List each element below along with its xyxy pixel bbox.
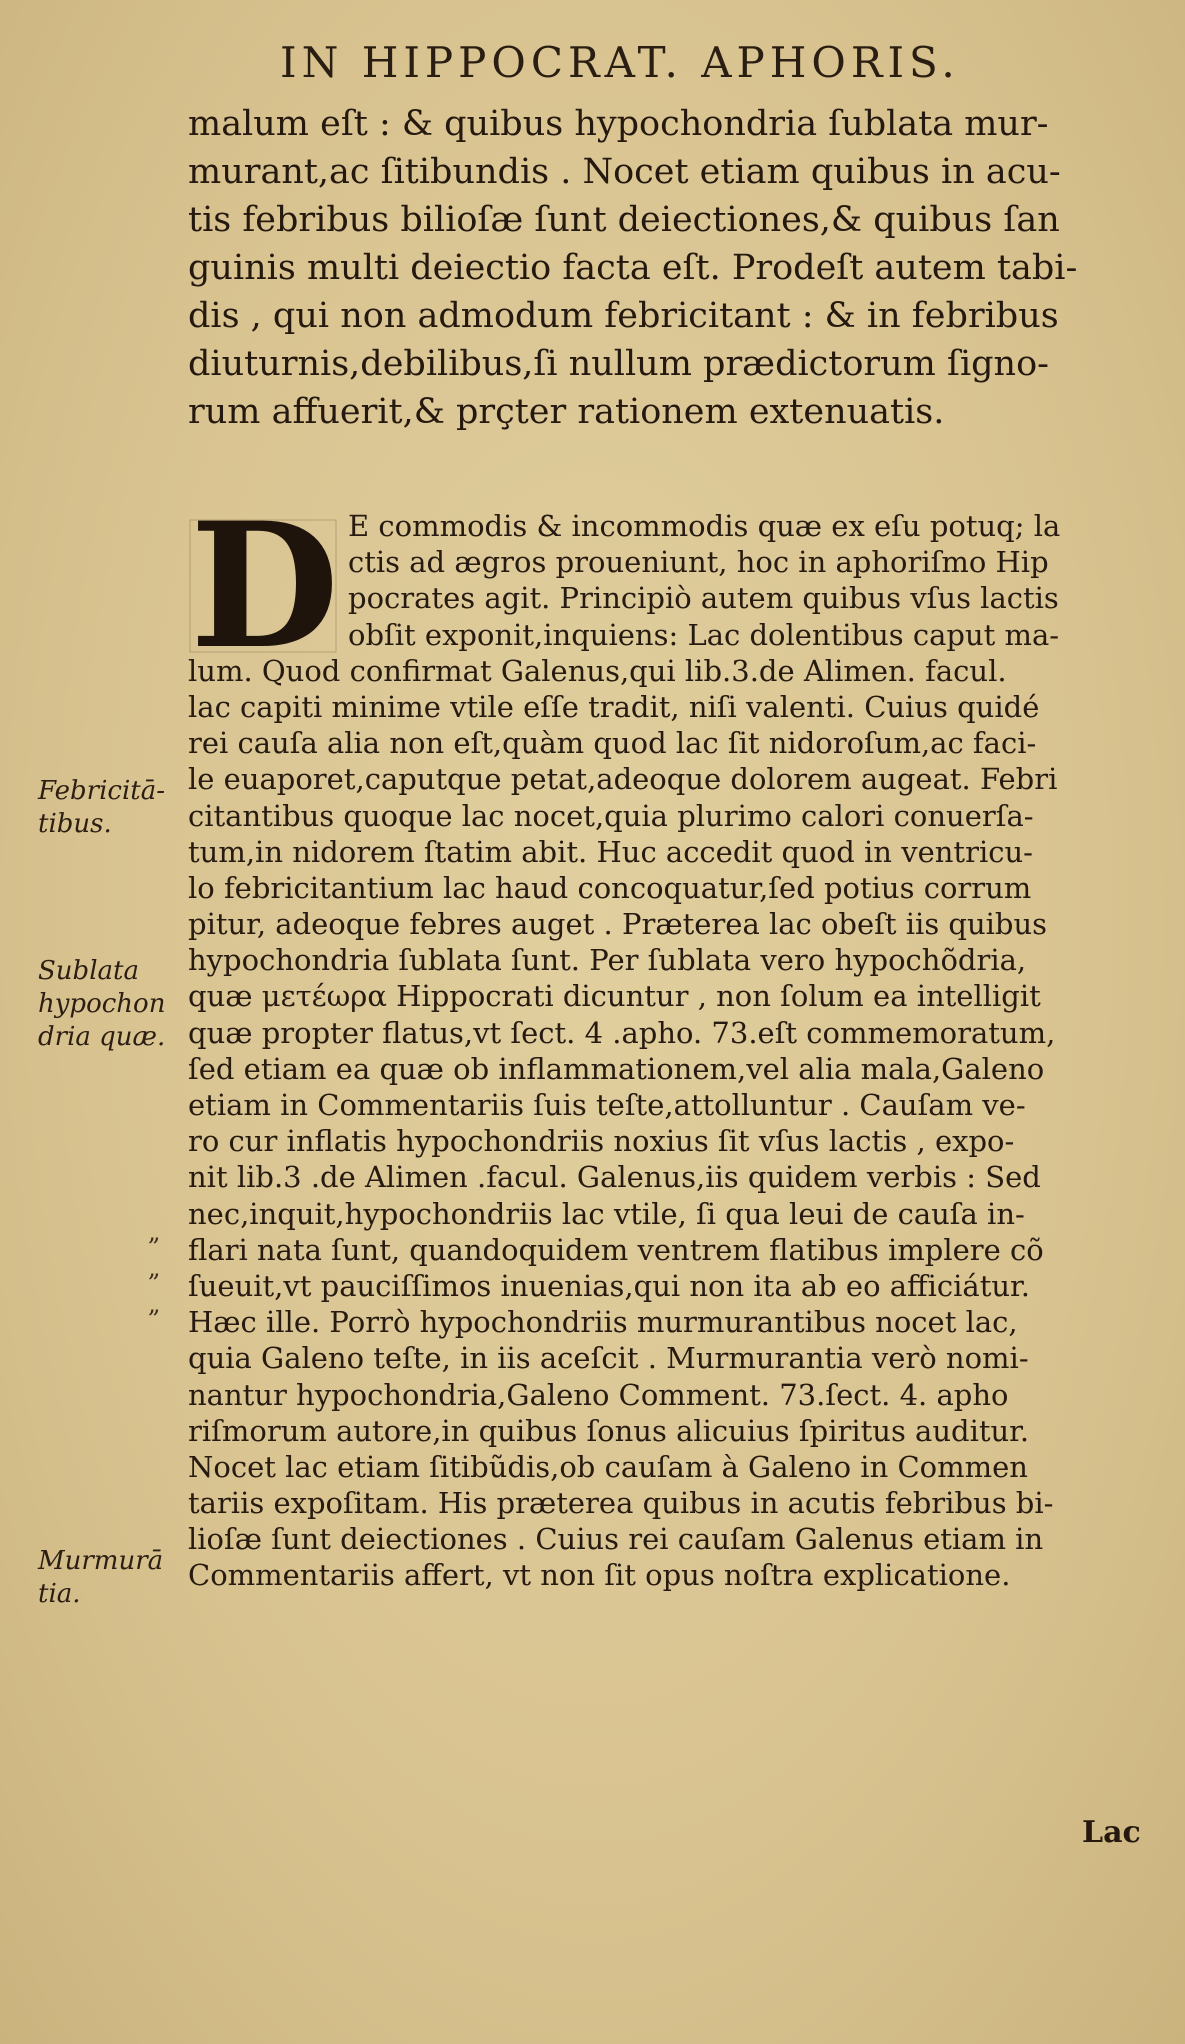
commentary-line: ſueuit,vt pauciſſimos inuenias,qui non ita ab eo afficiátur. bbox=[188, 1268, 1030, 1303]
commentary-line: flari nata ſunt, quandoquidem ventrem flatibus implere cõ bbox=[188, 1232, 1044, 1267]
commentary-line: quæ propter flatus,vt ſect. 4 .apho. 73.eſt commemoratum, bbox=[188, 1015, 1056, 1050]
running-header: IN HIPPOCRAT. APHORIS. bbox=[280, 38, 960, 87]
commentary-line: ro cur inflatis hypochondriis noxius ſit vſus lactis , expo- bbox=[188, 1124, 1015, 1159]
commentary-line: hypochondria ſublata ſunt. Per ſublata vero hypochõdria, bbox=[188, 943, 1027, 978]
commentary-line: lum. Quod confirmat Galenus,qui lib.3.de Alimen. facul. bbox=[188, 653, 1007, 688]
aphorism-line: guinis multi deiectio facta eſt. Prodeſt autem tabi- bbox=[188, 248, 1078, 288]
commentary-line: pocrates agit. Principiò autem quibus vſus lactis bbox=[348, 581, 1059, 616]
commentary-line: lioſæ ſunt deiectiones . Cuius rei cauſam Galenus etiam in bbox=[188, 1522, 1044, 1557]
commentary-line: ſed etiam ea quæ ob inflammationem,vel alia mala,Galeno bbox=[188, 1051, 1045, 1086]
commentary-line: lac capiti minime vtile eſſe tradit, niſi valenti. Cuius quidé bbox=[188, 689, 1040, 724]
commentary-line: quia Galeno teſte, in iis aceſcit . Murmurantia verò nomi- bbox=[188, 1341, 1029, 1376]
drop-cap-letter: D bbox=[190, 484, 340, 687]
marginal-note-murmurantia bbox=[38, 1545, 188, 1611]
aphorism-text bbox=[188, 100, 1138, 436]
commentary-line: rei cauſa alia non eſt,quàm quod lac ſit nidoroſum,ac faci- bbox=[188, 726, 1037, 761]
marginal-line: Murmurā bbox=[38, 1546, 164, 1576]
marginal-line: Sublata bbox=[38, 956, 139, 986]
commentary-line: ctis ad ægros proueniunt, hoc in aphoriſmo Hip bbox=[348, 545, 1049, 580]
commentary-line: Commentariis affert, vt non ſit opus noſtra explicatione. bbox=[188, 1558, 1011, 1593]
commentary-line: tum,in nidorem ſtatim abit. Huc accedit quod in ventricu- bbox=[188, 834, 1033, 869]
commentary-line: pitur, adeoque febres auget . Præterea lac obeſt iis quibus bbox=[188, 907, 1048, 942]
aphorism-line: tis febribus bilioſæ ſunt deiectiones,& quibus ſan bbox=[188, 200, 1060, 240]
marginal-line: Febricitā- bbox=[38, 776, 166, 806]
commentary-line: quæ μετέωρα Hippocrati dicuntur , non ſolum ea intelligit bbox=[188, 979, 1041, 1014]
commentary-line: etiam in Commentariis ſuis teſte,attolluntur . Cauſam ve- bbox=[188, 1088, 1026, 1122]
commentary-line: Hæc ille. Porrò hypochondriis murmurantibus nocet lac, bbox=[188, 1305, 1018, 1340]
commentary-line: Nocet lac etiam ſitibũdis,ob cauſam à Galeno in Commen bbox=[188, 1449, 1028, 1484]
marginal-line: tibus. bbox=[38, 809, 112, 839]
marginal-line: dria quæ. bbox=[38, 1022, 166, 1052]
aphorism-line: malum eſt : & quibus hypochondria ſublata mur- bbox=[188, 104, 1049, 144]
commentary-line: le euaporet,caputque petat,adeoque dolorem augeat. Febri bbox=[188, 762, 1058, 797]
commentary-line: E commodis & incommodis quæ ex eſu potuq; la bbox=[348, 509, 1061, 543]
commentary-line: tariis expoſitam. His præterea quibus in acutis febribus bi- bbox=[188, 1486, 1054, 1521]
aphorism-line: dis , qui non admodum febricitant : & in febribus bbox=[188, 296, 1059, 336]
commentary-line: obſit exponit,inquiens: Lac dolentibus caput ma- bbox=[348, 617, 1060, 652]
catchword: Lac bbox=[1082, 1815, 1141, 1850]
aphorism-line: murant,ac ſitibundis . Nocet etiam quibus in acu- bbox=[188, 152, 1061, 192]
commentary-line: nantur hypochondria,Galeno Comment. 73.ſect. 4. apho bbox=[188, 1377, 1009, 1412]
commentary-line: lo febricitantium lac haud concoquatur,ſed potius corrum bbox=[188, 870, 1032, 905]
marginal-line: tia. bbox=[38, 1579, 81, 1609]
commentary-line: nec,inquit,hypochondriis lac vtile, ſi qua leui de cauſa in- bbox=[188, 1196, 1025, 1231]
aphorism-line: diuturnis,debilibus,ſi nullum prædictorum ſigno- bbox=[188, 344, 1049, 384]
quotation-mark: „ bbox=[148, 1218, 161, 1246]
quotation-mark: „ bbox=[148, 1254, 161, 1282]
commentary-line: citantibus quoque lac nocet,quia plurimo calori conuerſa- bbox=[188, 798, 1034, 833]
marginal-line: hypochon bbox=[38, 989, 166, 1019]
marginal-note-febricitantibus bbox=[38, 775, 188, 841]
commentary-text bbox=[188, 484, 1138, 1594]
commentary-line: riſmorum autore,in quibus ſonus alicuius ſpiritus auditur. bbox=[188, 1413, 1030, 1448]
aphorism-line: rum affuerit,& prçter rationem extenuatis. bbox=[188, 392, 945, 432]
marginal-note-sublata-hypochondria bbox=[38, 955, 188, 1054]
commentary-line: nit lib.3 .de Alimen .facul. Galenus,iis quidem verbis : Sed bbox=[188, 1160, 1041, 1195]
quotation-mark: „ bbox=[148, 1290, 161, 1318]
